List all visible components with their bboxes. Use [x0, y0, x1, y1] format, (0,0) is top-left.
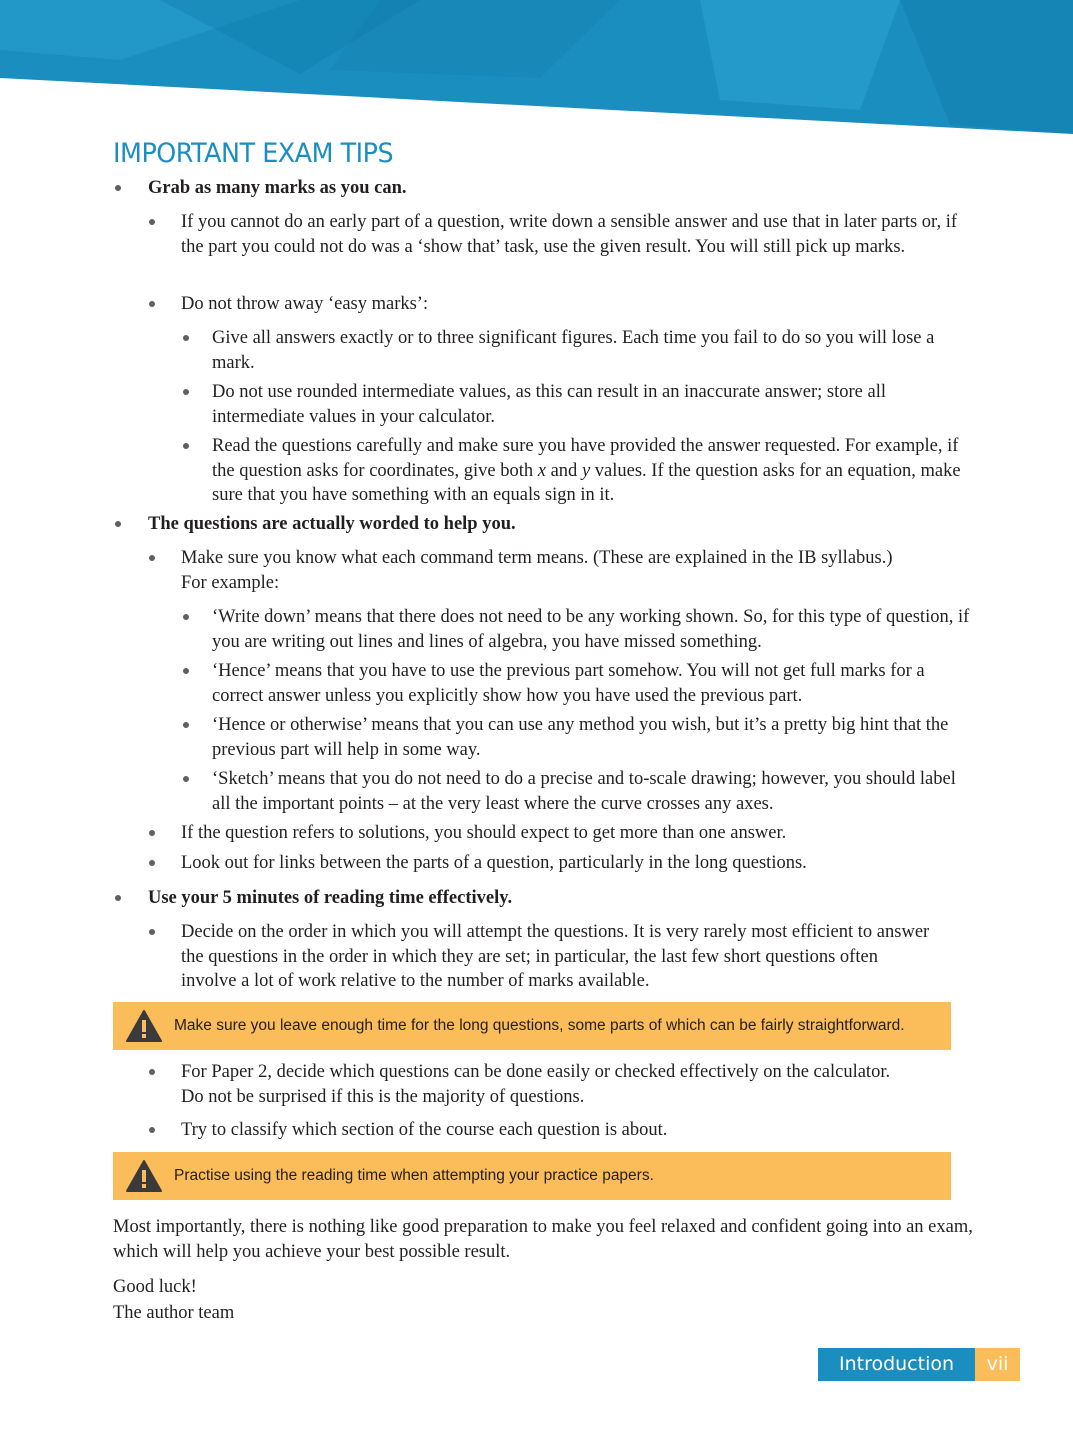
warning-notice: [113, 1002, 951, 1050]
bullet-icon: [149, 219, 155, 225]
bullet-icon: [183, 443, 189, 449]
list-item: Give all answers exactly or to three significant figures. Each time you fail to do so you will lose a mark.: [212, 328, 935, 373]
list-item: Try to classify which section of the course each question is about.: [181, 1120, 668, 1140]
list-item: Make sure you know what each command term means. (These are explained in the IB syllabus.) For example:: [181, 548, 893, 593]
tip-heading-reading-time: Use your 5 minutes of reading time effectively.: [148, 888, 513, 908]
bullet-icon: [183, 335, 189, 341]
bullet-icon: [149, 301, 155, 307]
footer-section-label: Introduction: [818, 1348, 975, 1381]
bullet-icon: [183, 389, 189, 395]
good-luck: Good luck!: [113, 1277, 197, 1297]
list-item: Decide on the order in which you will attempt the questions. It is very rarely most efficient to answer the questions in the order in which they are set; in particular, the last few short questions often involve a lot of work relative to the number of marks available.: [181, 922, 930, 991]
bullet-icon: [149, 929, 155, 935]
tip-heading-wording: The questions are actually worded to help you.: [148, 514, 516, 534]
bullet-icon: [149, 1127, 155, 1133]
list-item: ‘Hence or otherwise’ means that you can use any method you wish, but it’s a pretty big hint that the previous part will help in some way.: [212, 715, 949, 760]
tip-heading-marks: Grab as many marks as you can.: [148, 178, 407, 198]
list-item: For Paper 2, decide which questions can be done easily or checked effectively on the calculator. Do not be surprised if this is the majority of questions.: [181, 1062, 891, 1107]
signature: The author team: [113, 1303, 235, 1323]
notice-text: Practise using the reading time when attempting your practice papers.: [174, 1167, 654, 1184]
bullet-icon: [115, 521, 121, 527]
bullet-icon: [149, 860, 155, 866]
bullet-icon: [149, 830, 155, 836]
list-item: ‘Write down’ means that there does not need to be any working shown. So, for this type of question, if you are writing out lines and lines of algebra, you have missed something.: [212, 607, 970, 652]
warning-icon: [125, 1009, 163, 1043]
bullet-icon: [115, 185, 121, 191]
bullet-icon: [149, 555, 155, 561]
bullet-icon: [149, 1069, 155, 1075]
warning-icon: [125, 1159, 163, 1193]
bullet-icon: [183, 614, 189, 620]
warning-notice: [113, 1152, 951, 1200]
list-item: Do not use rounded intermediate values, as this can result in an inaccurate answer; store all intermediate values in your calculator.: [212, 382, 886, 427]
list-item: Look out for links between the parts of a question, particularly in the long questions.: [181, 853, 807, 873]
list-item: Read the questions carefully and make sure you have provided the answer requested. For example, if the question asks for coordinates, give both x and y values. If the question asks for an equation, make sure that you have something with an equals sign in it.: [212, 436, 961, 505]
page-heading: IMPORTANT EXAM TIPS: [113, 138, 394, 169]
list-item: If the question refers to solutions, you should expect to get more than one answer.: [181, 823, 787, 843]
bullet-icon: [183, 722, 189, 728]
bullet-icon: [115, 895, 121, 901]
list-item: Do not throw away ‘easy marks’:: [181, 294, 429, 314]
bullet-icon: [183, 668, 189, 674]
header-band: [0, 0, 1073, 140]
list-item: ‘Hence’ means that you have to use the previous part somehow. You will not get full marks for a correct answer unless you explicitly show how you have used the previous part.: [212, 661, 925, 706]
notice-text: Make sure you leave enough time for the long questions, some parts of which can be fairly straightforward.: [174, 1017, 905, 1034]
list-item: ‘Sketch’ means that you do not need to do a precise and to-scale drawing; however, you should label all the important points – at the very least where the curve crosses any axes.: [212, 769, 956, 814]
closing-paragraph: Most importantly, there is nothing like good preparation to make you feel relaxed and confident going into an exam, which will help you achieve your best possible result.: [113, 1217, 973, 1262]
bullet-icon: [183, 776, 189, 782]
list-item: If you cannot do an early part of a question, write down a sensible answer and use that in later parts or, if the part you could not do was a ‘show that’ task, use the given result. You will still pick up marks.: [181, 212, 958, 257]
page-number: vii: [975, 1348, 1020, 1381]
